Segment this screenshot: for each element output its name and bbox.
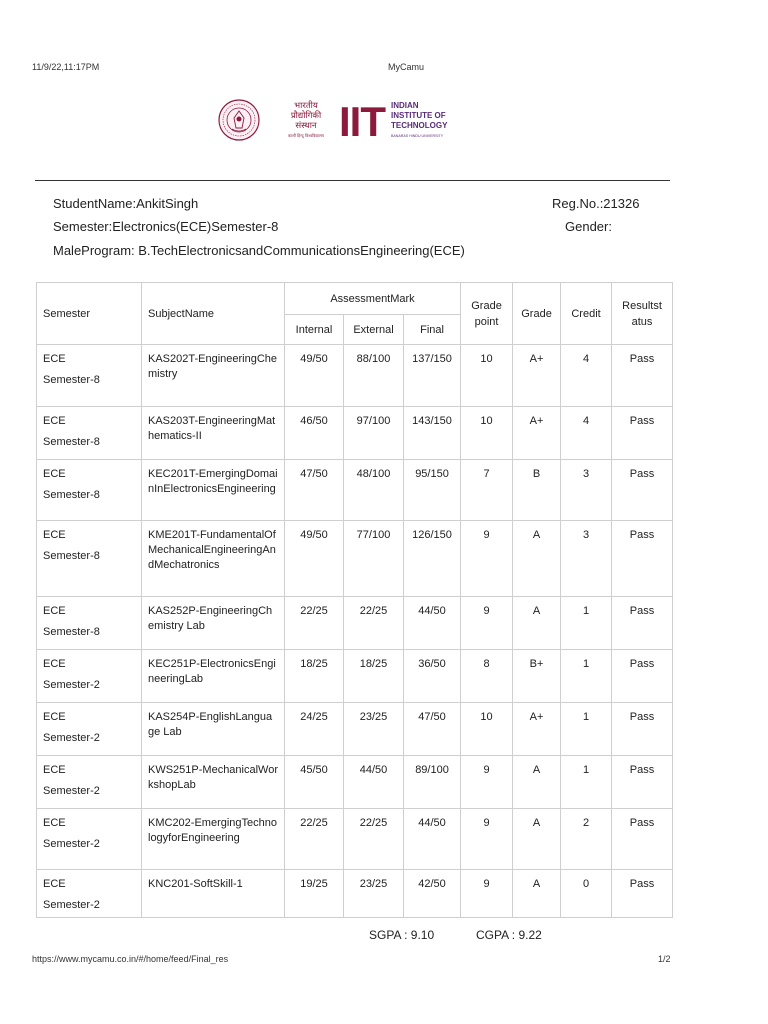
external-cell: 77/100 xyxy=(344,521,404,597)
semester-cell: ECE Semester-2 xyxy=(37,650,142,703)
final-cell: 137/150 xyxy=(404,345,461,407)
grade-cell: B+ xyxy=(513,650,561,703)
sgpa-value: SGPA : 9.10 xyxy=(369,928,435,942)
header-semester: Semester xyxy=(37,283,142,345)
credit-cell: 1 xyxy=(561,650,612,703)
credit-cell: 4 xyxy=(561,345,612,407)
grade-point-cell: 8 xyxy=(461,650,513,703)
credit-cell: 1 xyxy=(561,703,612,756)
external-cell: 22/25 xyxy=(344,597,404,650)
page-number: 1/2 xyxy=(658,954,671,964)
print-url: https://www.mycamu.co.in/#/home/feed/Final_res xyxy=(32,954,229,964)
subject-cell: KAS203T-EngineeringMathematics-II xyxy=(142,407,285,460)
internal-cell: 49/50 xyxy=(285,521,344,597)
logo-english-sub: BANARAS HINDU UNIVERSITY xyxy=(391,134,444,138)
internal-cell: 22/25 xyxy=(285,597,344,650)
credit-cell: 3 xyxy=(561,521,612,597)
semester-cell: ECE Semester-8 xyxy=(37,407,142,460)
grade-cell: A+ xyxy=(513,345,561,407)
internal-cell: 18/25 xyxy=(285,650,344,703)
logo-hindi-sub: काशी हिन्दू विश्वविद्यालय xyxy=(288,133,324,138)
table-row xyxy=(37,521,673,597)
result-cell: Pass xyxy=(612,870,673,918)
credit-cell: 0 xyxy=(561,870,612,918)
subject-cell: KAS202T-EngineeringChemistry xyxy=(142,345,285,407)
iit-logo xyxy=(280,97,460,143)
internal-cell: 22/25 xyxy=(285,809,344,870)
grade-cell: A xyxy=(513,597,561,650)
header-credit: Credit xyxy=(561,283,612,345)
semester-cell: ECE Semester-2 xyxy=(37,703,142,756)
subject-cell: KAS254P-EnglishLanguage Lab xyxy=(142,703,285,756)
semester-cell: ECE Semester-2 xyxy=(37,756,142,809)
result-cell: Pass xyxy=(612,345,673,407)
internal-cell: 45/50 xyxy=(285,756,344,809)
external-cell: 97/100 xyxy=(344,407,404,460)
grade-point-cell: 9 xyxy=(461,597,513,650)
internal-cell: 47/50 xyxy=(285,460,344,521)
subject-cell: KMC202-EmergingTechnologyforEngineering xyxy=(142,809,285,870)
table-row xyxy=(37,870,673,918)
logo-hindi-line-2: प्रौद्योगिकी xyxy=(290,111,322,121)
logo-hindi-line-3: संस्थान xyxy=(295,121,317,131)
result-cell: Pass xyxy=(612,597,673,650)
subject-cell: KEC251P-ElectronicsEngineeringLab xyxy=(142,650,285,703)
grade-point-cell: 7 xyxy=(461,460,513,521)
logo-english-line-2: INSTITUTE OF xyxy=(391,111,446,120)
external-cell: 48/100 xyxy=(344,460,404,521)
semester-cell: ECE Semester-2 xyxy=(37,809,142,870)
result-cell: Pass xyxy=(612,650,673,703)
grade-point-cell: 10 xyxy=(461,345,513,407)
table-row xyxy=(37,460,673,521)
result-cell: Pass xyxy=(612,809,673,870)
final-cell: 36/50 xyxy=(404,650,461,703)
table-row xyxy=(37,407,673,460)
credit-cell: 2 xyxy=(561,809,612,870)
header-external: External xyxy=(344,315,404,345)
print-datetime: 11/9/22,11:17PM xyxy=(32,62,100,72)
header-assessment: AssessmentMark xyxy=(285,283,461,315)
logo-english-line-1: INDIAN xyxy=(391,101,419,110)
final-cell: 95/150 xyxy=(404,460,461,521)
table-row xyxy=(37,809,673,870)
table-row xyxy=(37,756,673,809)
final-cell: 44/50 xyxy=(404,597,461,650)
semester-cell: ECE Semester-8 xyxy=(37,597,142,650)
credit-cell: 3 xyxy=(561,460,612,521)
semester-cell: ECE Semester-8 xyxy=(37,521,142,597)
grade-cell: A xyxy=(513,870,561,918)
grade-cell: A+ xyxy=(513,407,561,460)
header-divider xyxy=(35,180,670,181)
grades-table xyxy=(36,282,673,918)
external-cell: 88/100 xyxy=(344,345,404,407)
semester-cell: ECE Semester-8 xyxy=(37,345,142,407)
grade-point-cell: 10 xyxy=(461,703,513,756)
table-row xyxy=(37,650,673,703)
credit-cell: 1 xyxy=(561,756,612,809)
header-internal: Internal xyxy=(285,315,344,345)
grade-cell: A xyxy=(513,809,561,870)
header-grade-point: Grade point xyxy=(461,283,513,345)
external-cell: 18/25 xyxy=(344,650,404,703)
subject-cell: KAS252P-EngineeringChemistry Lab xyxy=(142,597,285,650)
external-cell: 23/25 xyxy=(344,703,404,756)
logo-hindi-line-1: भारतीय xyxy=(294,101,318,111)
grade-point-cell: 10 xyxy=(461,407,513,460)
grade-point-cell: 9 xyxy=(461,756,513,809)
external-cell: 44/50 xyxy=(344,756,404,809)
table-row xyxy=(37,703,673,756)
header-final: Final xyxy=(404,315,461,345)
credit-cell: 1 xyxy=(561,597,612,650)
final-cell: 89/100 xyxy=(404,756,461,809)
final-cell: 44/50 xyxy=(404,809,461,870)
university-seal-icon xyxy=(218,99,260,141)
result-cell: Pass xyxy=(612,521,673,597)
external-cell: 23/25 xyxy=(344,870,404,918)
result-cell: Pass xyxy=(612,407,673,460)
internal-cell: 46/50 xyxy=(285,407,344,460)
student-name: StudentName:AnkitSingh xyxy=(53,196,199,211)
cgpa-value: CGPA : 9.22 xyxy=(476,928,542,942)
logo-english-line-3: TECHNOLOGY xyxy=(391,121,448,130)
subject-cell: KME201T-FundamentalOfMechanicalEngineeringAndMechatronics xyxy=(142,521,285,597)
semester-cell: ECE Semester-2 xyxy=(37,870,142,918)
grade-point-cell: 9 xyxy=(461,870,513,918)
result-cell: Pass xyxy=(612,460,673,521)
grade-cell: A xyxy=(513,756,561,809)
result-cell: Pass xyxy=(612,756,673,809)
external-cell: 22/25 xyxy=(344,809,404,870)
logo-iit-mark: IIT xyxy=(339,98,385,143)
subject-cell: KWS251P-MechanicalWorkshopLab xyxy=(142,756,285,809)
subject-cell: KNC201-SoftSkill-1 xyxy=(142,870,285,918)
gender-label: Gender: xyxy=(565,219,612,234)
grade-cell: A xyxy=(513,521,561,597)
semester-cell: ECE Semester-8 xyxy=(37,460,142,521)
grade-point-cell: 9 xyxy=(461,521,513,597)
grade-cell: A+ xyxy=(513,703,561,756)
grade-point-cell: 9 xyxy=(461,809,513,870)
grade-cell: B xyxy=(513,460,561,521)
semester-info: Semester:Electronics(ECE)Semester-8 xyxy=(53,219,279,234)
internal-cell: 49/50 xyxy=(285,345,344,407)
table-row xyxy=(37,597,673,650)
final-cell: 126/150 xyxy=(404,521,461,597)
subject-cell: KEC201T-EmergingDomainInElectronicsEngineering xyxy=(142,460,285,521)
final-cell: 42/50 xyxy=(404,870,461,918)
registration-number: Reg.No.:21326 xyxy=(552,196,640,211)
table-row xyxy=(37,345,673,407)
header-result-status: Resultst atus xyxy=(612,283,673,345)
program-info: MaleProgram: B.TechElectronicsandCommunicationsEngineering(ECE) xyxy=(53,243,465,258)
header-grade: Grade xyxy=(513,283,561,345)
final-cell: 143/150 xyxy=(404,407,461,460)
credit-cell: 4 xyxy=(561,407,612,460)
header-subject: SubjectName xyxy=(142,283,285,345)
final-cell: 47/50 xyxy=(404,703,461,756)
print-page-title: MyCamu xyxy=(388,62,425,72)
internal-cell: 19/25 xyxy=(285,870,344,918)
result-cell: Pass xyxy=(612,703,673,756)
internal-cell: 24/25 xyxy=(285,703,344,756)
